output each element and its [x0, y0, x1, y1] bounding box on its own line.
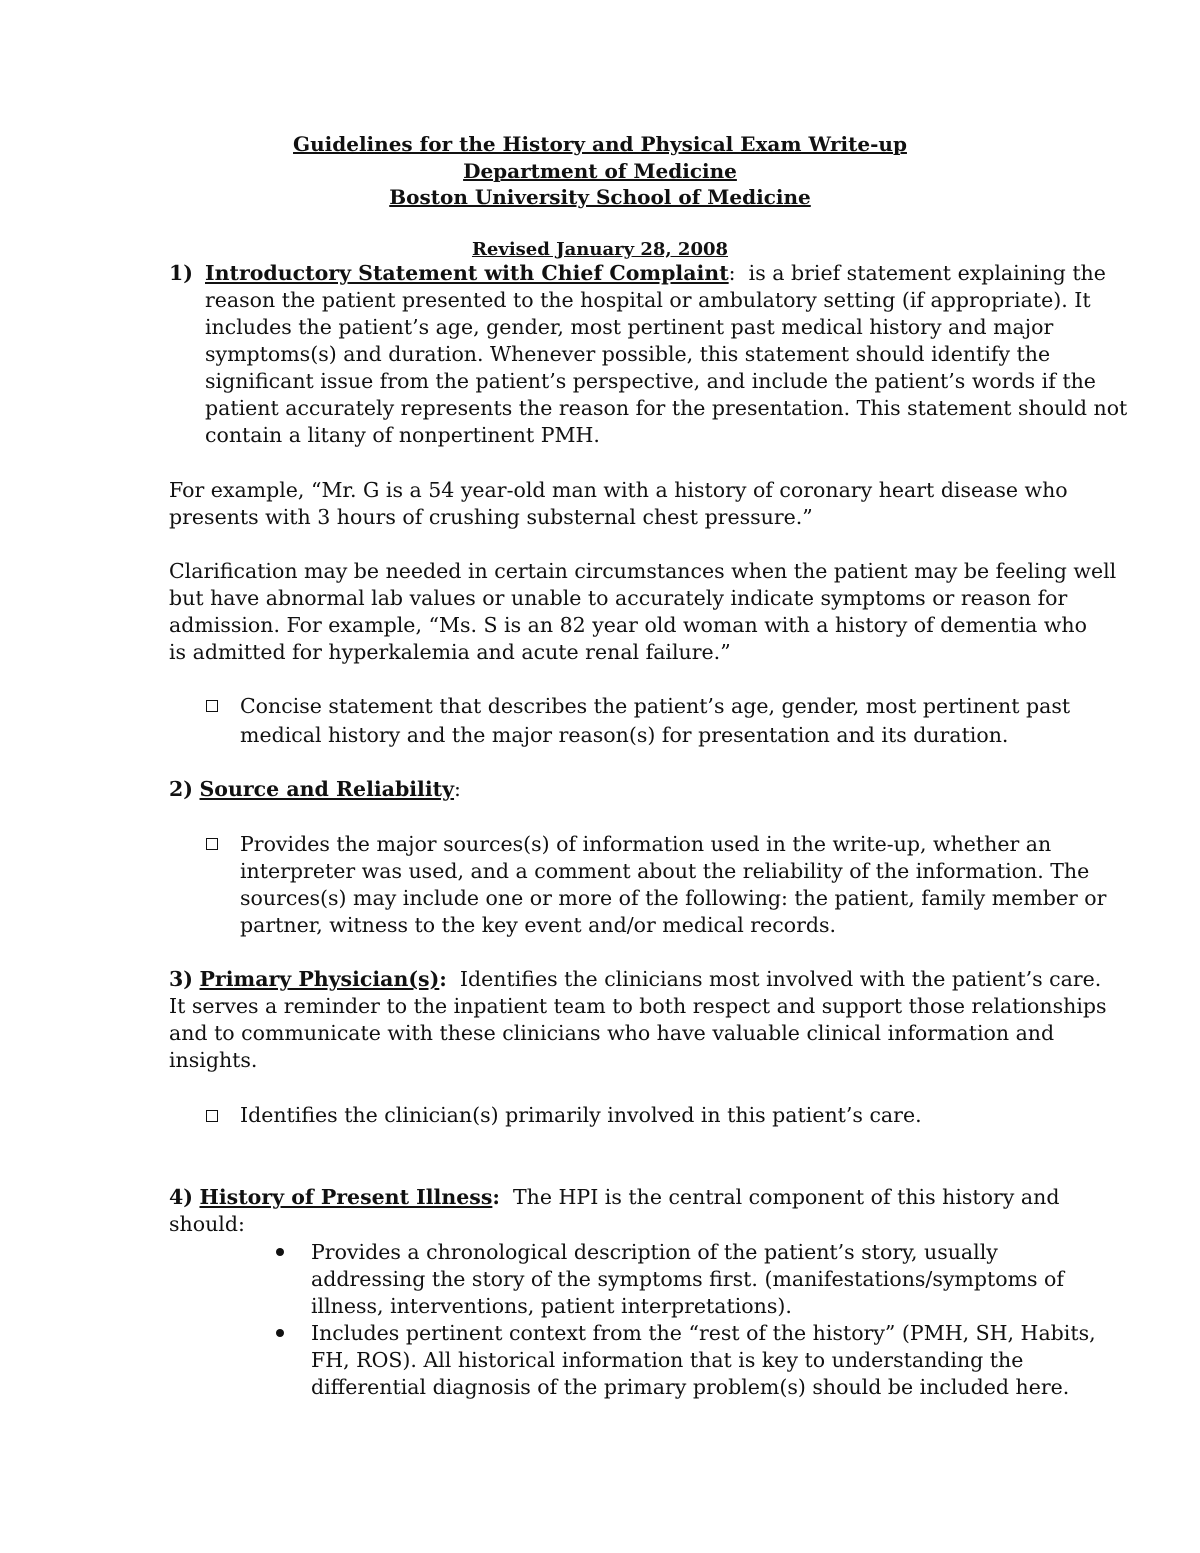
section-heading-line: [169, 1184, 1059, 1211]
paragraph-line: contain a litany of nonpertinent PMH.: [205, 423, 600, 447]
revision-date: Revised January 28, 2008: [471, 239, 729, 260]
paragraph-line: patient accurately represents the reason for the presentation. This statement should not: [205, 396, 1128, 420]
paragraph-line: should:: [169, 1212, 245, 1236]
checklist-line: medical history and the major reason(s) for presentation and its duration.: [240, 723, 1009, 747]
paragraph-line: Identifies the clinicians most involved with the patient’s care.: [459, 967, 1102, 991]
department-name: Department of Medicine: [463, 159, 737, 183]
example-line: For example, “Mr. G is a 54 year-old man with a history of coronary heart disease who: [169, 478, 1068, 502]
paragraph-line: reason the patient presented to the hospital or ambulatory setting (if appropriate). It: [205, 288, 1091, 312]
section-heading-line: [169, 966, 1101, 993]
checklist-line: interpreter was used, and a comment about the reliability of the information. The: [240, 859, 1090, 883]
bullet-icon: [276, 1329, 284, 1337]
paragraph-line: is a brief statement explaining the: [748, 261, 1106, 285]
bullet-line: Includes pertinent context from the “rest of the history” (PMH, SH, Habits,: [311, 1321, 1096, 1345]
section-heading: Source and Reliability: [199, 777, 455, 801]
paragraph-line: It serves a reminder to the inpatient team to both respect and support those relationships: [169, 994, 1107, 1018]
paragraph-line: includes the patient’s age, gender, most pertinent past medical history and major: [205, 315, 1054, 339]
section-number: 2): [169, 777, 193, 801]
clarification-line: is admitted for hyperkalemia and acute renal failure.”: [169, 640, 731, 664]
checklist-line: Concise statement that describes the patient’s age, gender, most pertinent past: [240, 694, 1071, 718]
bullet-line: differential diagnosis of the primary problem(s) should be included here.: [311, 1375, 1070, 1399]
paragraph-line: and to communicate with these clinicians who have valuable clinical information and: [169, 1021, 1055, 1045]
checklist-line: Provides the major sources(s) of information used in the write-up, whether an: [240, 832, 1052, 856]
checklist-line: partner, witness to the key event and/or medical records.: [240, 913, 837, 937]
section-heading: Introductory Statement with Chief Complaint: [205, 261, 729, 285]
clarification-line: admission. For example, “Ms. S is an 82 year old woman with a history of dementia who: [169, 613, 1087, 637]
bullet-line: addressing the story of the symptoms first. (manifestations/symptoms of: [311, 1267, 1064, 1291]
bullet-icon: [276, 1248, 284, 1256]
bullet-line: FH, ROS). All historical information that is key to understanding the: [311, 1348, 1024, 1372]
clarification-line: but have abnormal lab values or unable to accurately indicate symptoms or reason for: [169, 586, 1068, 610]
section-number: 3): [169, 967, 193, 991]
document-title: Guidelines for the History and Physical Exam Write-up: [293, 132, 907, 156]
paragraph-line: insights.: [169, 1048, 258, 1072]
paragraph-line: significant issue from the patient’s perspective, and include the patient’s words if the: [205, 369, 1096, 393]
section-number: 4): [169, 1185, 193, 1209]
heading-colon: :: [728, 261, 736, 285]
checkbox-icon: [206, 838, 218, 850]
example-line: presents with 3 hours of crushing substernal chest pressure.”: [169, 505, 813, 529]
heading-colon: :: [454, 777, 461, 801]
section-heading-line: [205, 260, 1106, 287]
checkbox-icon: [206, 1110, 218, 1122]
section-heading: History of Present Illness: [199, 1185, 493, 1209]
checkbox-icon: [206, 700, 218, 712]
checklist-line: sources(s) may include one or more of the following: the patient, family member or: [240, 886, 1107, 910]
clarification-line: Clarification may be needed in certain circumstances when the patient may be feeling well: [169, 559, 1117, 583]
section-heading-line: [169, 776, 461, 803]
bullet-line: Provides a chronological description of the patient’s story, usually: [311, 1240, 998, 1264]
bullet-line: illness, interventions, patient interpretations).: [311, 1294, 792, 1318]
paragraph-line: The HPI is the central component of this history and: [513, 1185, 1060, 1209]
school-name: Boston University School of Medicine: [389, 185, 811, 209]
section-heading: Primary Physician(s): [199, 967, 440, 991]
section-number: 1): [169, 261, 193, 285]
checklist-line: Identifies the clinician(s) primarily involved in this patient’s care.: [240, 1103, 922, 1127]
heading-colon: :: [492, 1185, 500, 1209]
paragraph-line: symptoms(s) and duration. Whenever possible, this statement should identify the: [205, 342, 1051, 366]
heading-colon: :: [439, 967, 447, 991]
